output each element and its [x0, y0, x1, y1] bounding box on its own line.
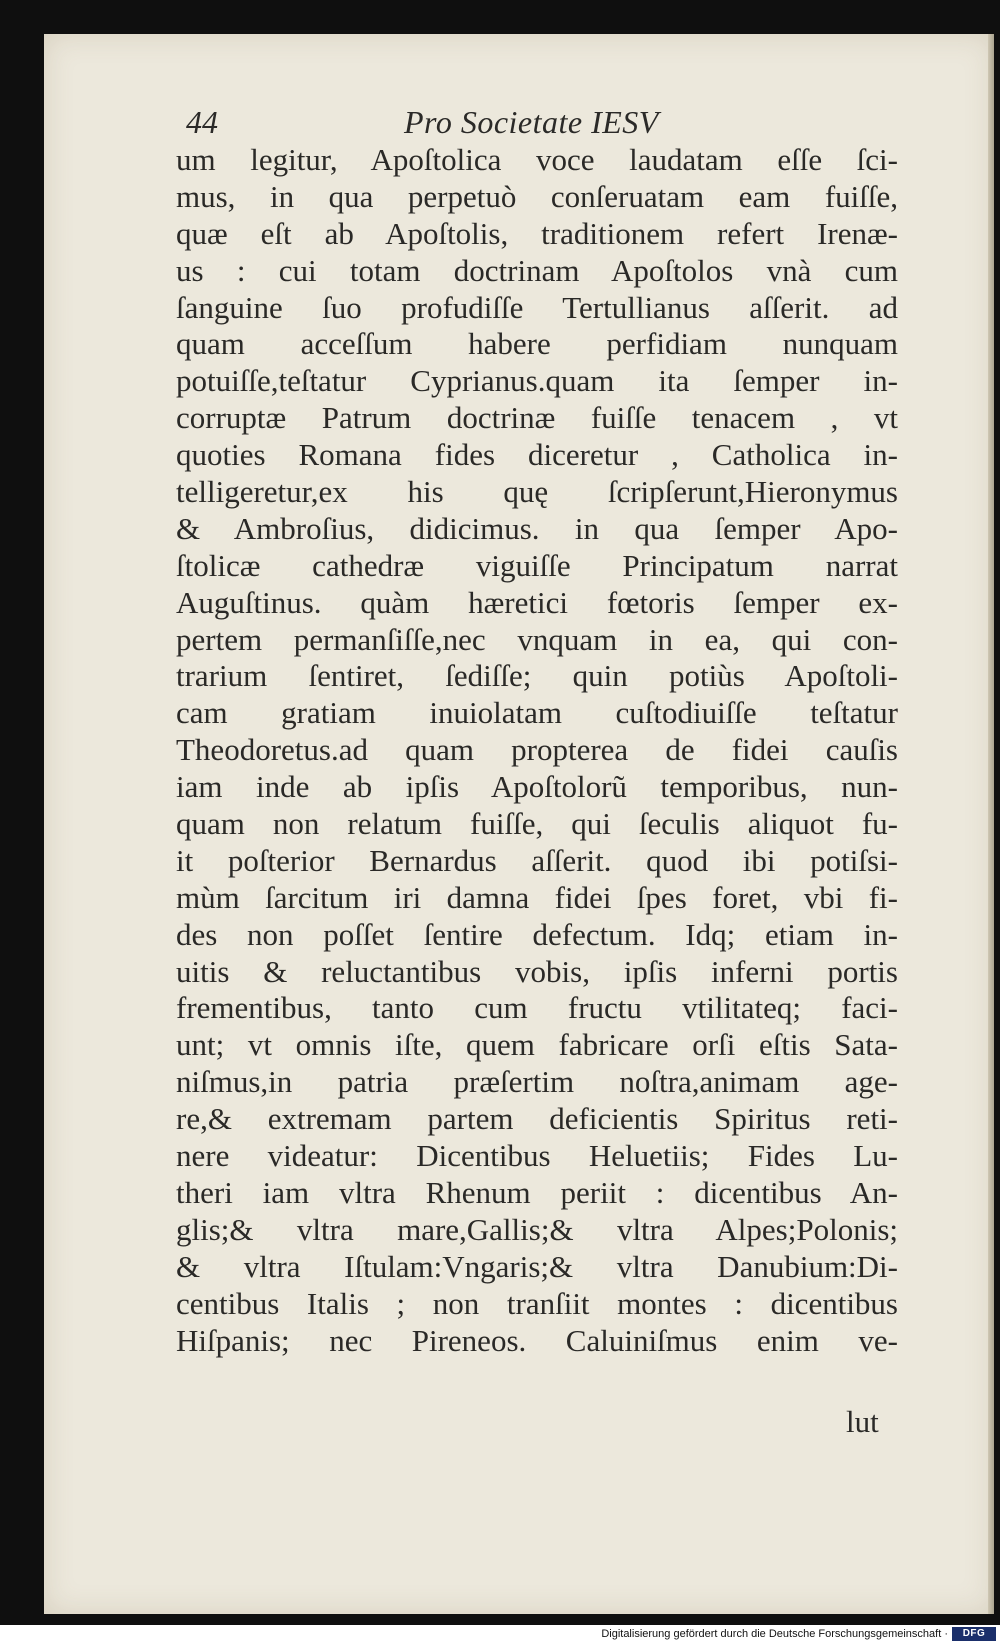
- text-line: glis;& vltra mare,Gallis;& vltra Alpes;Polonis;: [176, 1211, 898, 1247]
- text-line: iam inde ab ipſis Apoſtolorũ temporibus, nun-: [176, 769, 898, 805]
- page-number: 44: [186, 104, 218, 140]
- text-line: ſanguine ſuo profudiſſe Tertullianus aſſerit. ad: [176, 289, 898, 325]
- dfg-logo: DFG: [952, 1627, 996, 1641]
- text-line: quoties Romana fides diceretur , Catholica in-: [176, 437, 898, 473]
- text-line: ſtolicæ cathedræ viguiſſe Principatum narrat: [176, 547, 898, 583]
- text-line: re,& extremam partem deficientis Spiritus reti-: [176, 1101, 898, 1137]
- text-line: & vltra Iſtulam:Vngaris;& vltra Danubium:Di-: [176, 1248, 898, 1284]
- text-line: quam acceſſum habere perfidiam nunquam: [176, 326, 898, 362]
- text-line: nere videatur: Dicentibus Heluetiis; Fides Lu-: [176, 1138, 898, 1174]
- text-line: uitis & reluctantibus vobis, ipſis inferni portis: [176, 953, 898, 989]
- text-line: potuiſſe,teſtatur Cyprianus.quam ita ſemper in-: [176, 363, 898, 399]
- text-line: frementibus, tanto cum fructu vtilitateq; faci-: [176, 990, 898, 1026]
- text-line: corruptæ Patrum doctrinæ fuiſſe tenacem , vt: [176, 400, 898, 436]
- digitization-credit: Digitalisierung gefördert durch die Deutsche Forschungsgemeinschaft ·: [601, 1628, 948, 1640]
- catchword: lut: [846, 1404, 879, 1439]
- text-line: cam gratiam inuiolatam cuſtodiuiſſe teſtatur: [176, 695, 898, 731]
- text-line: & Ambroſius, didicimus. in qua ſemper Apo-: [176, 510, 898, 546]
- text-line: unt; vt omnis iſte, quem fabricare orſi eſtis Sata-: [176, 1027, 898, 1063]
- text-line: telligeretur,ex his quę ſcripſerunt,Hieronymus: [176, 474, 898, 510]
- running-title: Pro Societate IESV: [404, 104, 659, 140]
- page-edge: [988, 34, 994, 1614]
- text-line: it poſterior Bernardus aſſerit. quod ibi potiſsi-: [176, 842, 898, 878]
- text-line: us : cui totam doctrinam Apoſtolos vnà cum: [176, 252, 898, 288]
- text-line: quam non relatum fuiſſe, qui ſeculis aliquot fu-: [176, 806, 898, 842]
- text-line: niſmus,in patria præſertim noſtra,animam age-: [176, 1064, 898, 1100]
- running-head: [186, 98, 746, 146]
- text-line: Hiſpanis; nec Pireneos. Caluiniſmus enim ve-: [176, 1322, 898, 1358]
- text-line: theri iam vltra Rhenum periit : dicentibus An-: [176, 1174, 898, 1210]
- text-line: centibus Italis ; non tranſiit montes : dicentibus: [176, 1285, 898, 1321]
- body-text: [176, 142, 898, 1359]
- text-line: des non poſſet ſentire defectum. Idq; etiam in-: [176, 916, 898, 952]
- text-line: pertem permanſiſſe,nec vnquam in ea, qui con-: [176, 621, 898, 657]
- text-line: trarium ſentiret, ſediſſe; quin potiùs Apoſtoli-: [176, 658, 898, 694]
- text-line: Auguſtinus. quàm hæretici fœtoris ſemper ex-: [176, 584, 898, 620]
- text-line: mùm ſarcitum iri damna fidei ſpes foret, vbi fi-: [176, 879, 898, 915]
- text-line: Theodoretus.ad quam propterea de fidei cauſis: [176, 732, 898, 768]
- text-line: mus, in qua perpetuò conſeruatam eam fuiſſe,: [176, 178, 898, 214]
- text-line: um legitur, Apoſtolica voce laudatam eſſe ſci-: [176, 142, 898, 177]
- text-line: quæ eſt ab Apoſtolis, traditionem refert Irenæ-: [176, 215, 898, 251]
